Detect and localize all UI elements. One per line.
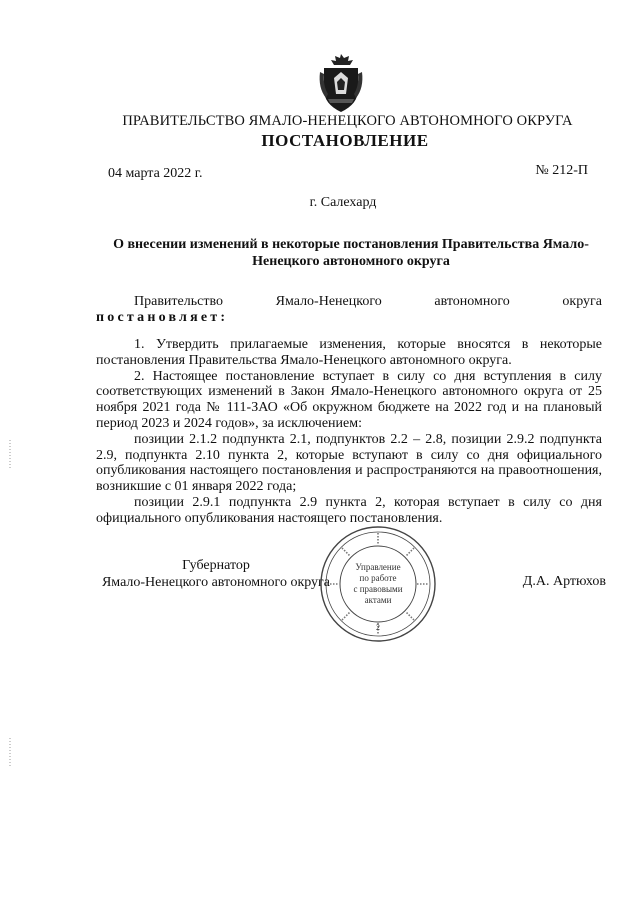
preamble xyxy=(96,294,602,326)
document-number: № 212-П xyxy=(535,163,588,178)
document-body xyxy=(96,337,602,527)
paragraph: позиции 2.1.2 подпункта 2.1, подпунктов 2.2 – 2.8, позиции 2.9.2 подпункта 2.9, подпункта 2.10 пункта 2, которые вступают в силу со дня официального опубликования настоящего постановления и распространяются на правоотношения, возникшие с 01 января 2022 года; xyxy=(96,431,602,495)
coat-of-arms-icon xyxy=(316,52,366,114)
paragraph: 2. Настоящее постановление вступает в силу со дня вступления в силу соответствующих изменений в Закон Ямало-Ненецкого автономного округа от 25 ноября 2021 года № 111-ЗАО «Об окружном бюджете на 2022 год и на плановый период 2023 и 2024 годов», за исключением: xyxy=(96,368,602,431)
preamble-word: автономного xyxy=(434,294,510,309)
signatory-post xyxy=(96,557,336,591)
decree-word: постановляет: xyxy=(96,310,229,325)
document-subject: О внесении изменений в некоторые постановления Правительства Ямало-Ненецкого автономного округа xyxy=(113,237,589,269)
stamp-text-line: с правовыми xyxy=(353,584,403,594)
preamble-line xyxy=(96,294,602,310)
preamble-word: Ямало-Ненецкого xyxy=(275,294,382,309)
document-type-title: ПОСТАНОВЛЕНИЕ xyxy=(261,131,429,150)
document-city: г. Салехард xyxy=(309,195,377,210)
scan-margin-mark xyxy=(9,440,11,470)
stamp-text-line: актами xyxy=(364,595,392,605)
document-date: 04 марта 2022 г. xyxy=(108,166,203,181)
signatory-name: Д.А. Артюхов xyxy=(522,574,606,589)
official-stamp xyxy=(318,524,438,644)
signatory-post-line: Ямало-Ненецкого автономного округа xyxy=(101,575,331,590)
paragraph: 1. Утвердить прилагаемые изменения, которые вносятся в некоторые постановления Правительства Ямало-Ненецкого автономного округа. xyxy=(96,337,602,368)
stamp-text-line: по работе xyxy=(359,573,397,583)
preamble-word: округа xyxy=(562,294,602,309)
paragraph: позиции 2.9.1 подпункта 2.9 пункта 2, которая вступает в силу со дня официального опубликования настоящего постановления. xyxy=(96,494,602,526)
government-title: ПРАВИТЕЛЬСТВО ЯМАЛО-НЕНЕЦКОГО АВТОНОМНОГО ОКРУГА xyxy=(122,113,573,129)
preamble-word: Правительство xyxy=(134,294,223,309)
scan-margin-mark xyxy=(9,738,11,766)
signatory-post-line: Губернатор xyxy=(182,558,250,573)
stamp-text-line: Управление xyxy=(355,562,401,572)
stamp-mark: 2 xyxy=(376,623,380,632)
